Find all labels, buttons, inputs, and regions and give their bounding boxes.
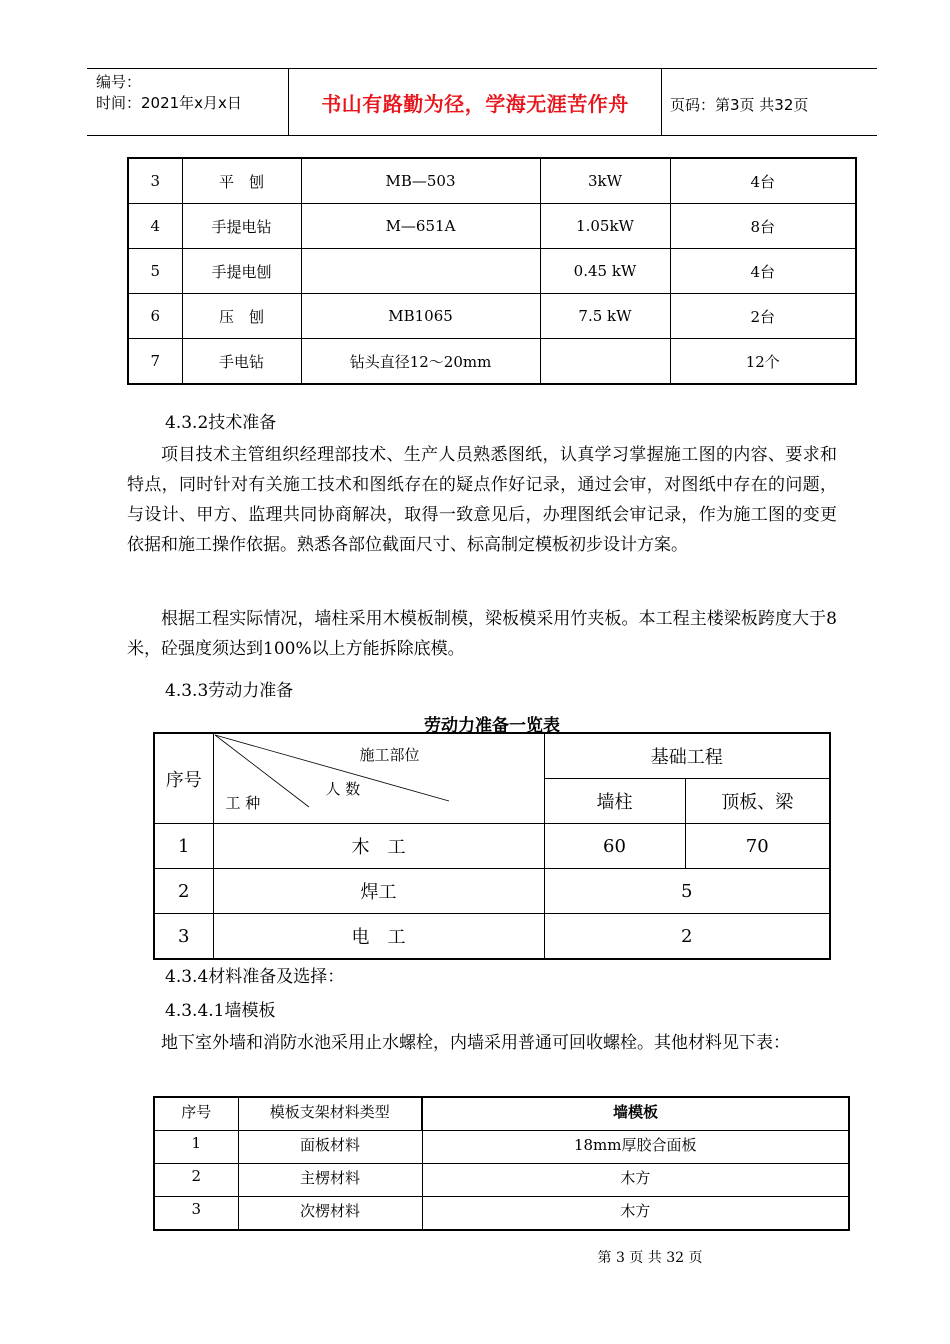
table-cell: 18mm厚胶合面板 <box>422 1131 849 1164</box>
table-header-cell: 基础工程 <box>544 733 830 779</box>
table-cell: 7.5 kW <box>540 294 670 339</box>
table-cell: 2 <box>154 869 213 914</box>
table-cell: 12个 <box>670 339 856 385</box>
table-row <box>128 204 856 249</box>
doc-number-label: 编号： <box>96 73 142 91</box>
diagonal-header-cell <box>213 733 544 824</box>
table-cell: 3 <box>154 1197 238 1231</box>
header-divider <box>661 68 662 135</box>
diag-label-bottom: 工 种 <box>225 794 261 812</box>
table-cell: MB1065 <box>301 294 540 339</box>
body-paragraph: 项目技术主管组织经理部技术、生产人员熟悉图纸，认真学习掌握施工图的内容、要求和特点，同时针对有关施工技术和图纸存在的疑点作好记录，通过会审，对图纸中存在的问题，与设计、甲方、监理共同协商解决，取得一致意见后，办理图纸会审记录，作为施工图的变更依据和施工操作依据。熟悉各部位截面尺寸、标高制定模板初步设计方案。 <box>127 445 837 555</box>
table-cell: 5 <box>128 249 182 294</box>
table-header-cell: 模板支架材料类型 <box>238 1097 422 1131</box>
table-row <box>128 249 856 294</box>
table-row <box>154 733 830 779</box>
table-cell: 面板材料 <box>238 1131 422 1164</box>
table-header-cell: 墙模板 <box>422 1097 849 1131</box>
table-cell: 手提电钻 <box>182 204 301 249</box>
table-cell: 手电钻 <box>182 339 301 385</box>
table-cell: 木方 <box>422 1197 849 1231</box>
table-cell: 3 <box>154 914 213 960</box>
table-cell: 5 <box>544 869 830 914</box>
table-cell: 60 <box>544 824 685 869</box>
table-title: 劳动力准备一览表 <box>424 716 560 736</box>
diag-label-mid: 人 数 <box>325 780 361 798</box>
diag-label-top: 施工部位 <box>359 746 420 764</box>
table-row <box>154 824 830 869</box>
table-header-cell: 顶板、梁 <box>685 779 830 824</box>
table-row <box>154 914 830 960</box>
table-cell: 4 <box>128 204 182 249</box>
section-heading: 4.3.4材料准备及选择： <box>165 967 345 987</box>
body-paragraph: 根据工程实际情况，墙柱采用木模板制模，梁板模采用竹夹板。本工程主楼梁板跨度大于8米，砼强度须达到100%以上方能拆除底模。 <box>127 609 837 659</box>
table-cell: 8台 <box>670 204 856 249</box>
table-header-cell: 序号 <box>154 1097 238 1131</box>
equipment-table <box>127 157 857 385</box>
body-paragraph: 地下室外墙和消防水池采用止水螺栓，内墙采用普通可回收螺栓。其他材料见下表： <box>161 1033 790 1053</box>
table-cell: 4台 <box>670 249 856 294</box>
section-heading: 4.3.2技术准备 <box>165 413 277 433</box>
table-cell: 2 <box>544 914 830 960</box>
labor-table <box>153 732 831 960</box>
header-bottom-rule <box>87 135 877 136</box>
table-row <box>128 158 856 204</box>
table-cell <box>301 249 540 294</box>
table-header-row <box>154 1097 849 1131</box>
table-cell: M—651A <box>301 204 540 249</box>
header-meta <box>96 72 242 114</box>
table-cell: 7 <box>128 339 182 385</box>
table-row <box>154 869 830 914</box>
table-cell: 2台 <box>670 294 856 339</box>
table-cell: 钻头直径12～20mm <box>301 339 540 385</box>
section-heading: 4.3.3劳动力准备 <box>165 681 294 701</box>
header-page-label: 页码：第3页 共32页 <box>670 96 809 114</box>
table-cell: 1.05kW <box>540 204 670 249</box>
table-row <box>154 1164 849 1197</box>
table-cell: 1 <box>154 1131 238 1164</box>
table-cell: 3kW <box>540 158 670 204</box>
table-cell: 平 刨 <box>182 158 301 204</box>
table-row <box>128 294 856 339</box>
table-cell: 2 <box>154 1164 238 1197</box>
table-cell: 4台 <box>670 158 856 204</box>
table-cell: 0.45 kW <box>540 249 670 294</box>
table-cell: 木方 <box>422 1164 849 1197</box>
table-cell: 电 工 <box>213 914 544 960</box>
table-cell <box>540 339 670 385</box>
table-row <box>154 1131 849 1164</box>
header-motto: 书山有路勤为径，学海无涯苦作舟 <box>321 92 629 116</box>
table-cell: 主楞材料 <box>238 1164 422 1197</box>
table-cell: 3 <box>128 158 182 204</box>
table-cell: 次楞材料 <box>238 1197 422 1231</box>
table-header-cell: 墙柱 <box>544 779 685 824</box>
table-cell: 焊工 <box>213 869 544 914</box>
table-cell: 木 工 <box>213 824 544 869</box>
header-top-rule <box>87 68 877 69</box>
table-header-cell: 序号 <box>154 733 213 824</box>
table-cell: 70 <box>685 824 830 869</box>
material-table <box>153 1096 850 1231</box>
table-row <box>154 1197 849 1231</box>
doc-time-label: 时间：2021年x月x日 <box>96 94 242 112</box>
table-cell: 手提电刨 <box>182 249 301 294</box>
table-cell: 6 <box>128 294 182 339</box>
table-cell: MB—503 <box>301 158 540 204</box>
table-row <box>128 339 856 385</box>
table-cell: 1 <box>154 824 213 869</box>
section-subheading: 4.3.4.1墙模板 <box>165 1001 276 1021</box>
table-cell: 压 刨 <box>182 294 301 339</box>
page-footer: 第 3 页 共 32 页 <box>597 1250 703 1266</box>
